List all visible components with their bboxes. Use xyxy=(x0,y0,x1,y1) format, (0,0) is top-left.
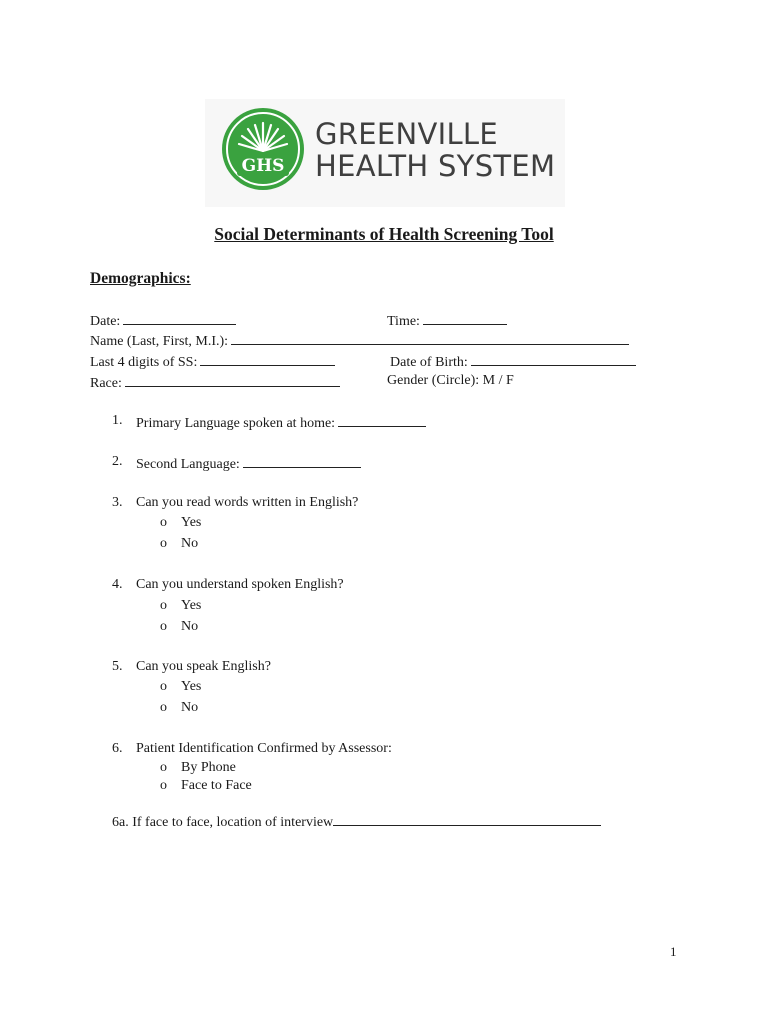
question-4 xyxy=(0,577,768,637)
dob-blank[interactable] xyxy=(471,352,636,366)
question-number: 5. xyxy=(112,659,123,674)
question-3 xyxy=(0,495,768,555)
option-no[interactable]: No xyxy=(181,536,199,551)
option-bullet[interactable]: o xyxy=(160,679,167,694)
logo-wordmark-line1: GREENVILLE xyxy=(315,117,498,151)
option-no[interactable]: No xyxy=(181,700,199,715)
option-by-phone[interactable]: By Phone xyxy=(181,760,236,775)
name-label: Name (Last, First, M.I.): xyxy=(90,334,229,349)
time-label: Time: xyxy=(387,314,420,329)
question-6 xyxy=(0,741,768,797)
date-blank[interactable] xyxy=(123,311,236,325)
ghs-palm-seal-icon xyxy=(219,105,307,193)
race-blank[interactable] xyxy=(125,373,340,387)
option-bullet[interactable]: o xyxy=(160,536,167,551)
dob-label: Date of Birth: xyxy=(390,355,468,370)
second-language-blank[interactable] xyxy=(243,454,361,468)
question-text: Can you understand spoken English? xyxy=(136,577,344,592)
time-field[interactable] xyxy=(387,311,507,330)
option-bullet[interactable]: o xyxy=(160,778,167,793)
option-bullet[interactable]: o xyxy=(160,619,167,634)
question-text: Patient Identification Confirmed by Assessor: xyxy=(136,741,392,756)
primary-language-blank[interactable] xyxy=(338,413,426,427)
document-title xyxy=(0,224,768,245)
option-bullet[interactable]: o xyxy=(160,760,167,775)
option-yes[interactable]: Yes xyxy=(181,515,202,530)
option-no[interactable]: No xyxy=(181,619,199,634)
question-number: 3. xyxy=(112,495,123,510)
interview-location-blank[interactable] xyxy=(333,812,601,826)
question-number: 2. xyxy=(112,454,123,469)
ss-label: Last 4 digits of SS: xyxy=(90,355,198,370)
question-text: Primary Language spoken at home: xyxy=(136,416,336,431)
name-field[interactable] xyxy=(90,331,629,350)
question-5 xyxy=(0,659,768,719)
question-number: 6. xyxy=(112,741,123,756)
logo-monogram: GHS xyxy=(241,156,285,176)
greenville-health-system-logo xyxy=(205,99,565,207)
document-title-text: Social Determinants of Health Screening Tool xyxy=(214,224,554,244)
date-label: Date: xyxy=(90,314,121,329)
demographics-heading: Demographics: xyxy=(90,270,191,287)
question-number: 1. xyxy=(112,413,123,428)
page-number: 1 xyxy=(670,944,677,959)
name-blank[interactable] xyxy=(231,331,629,345)
gender-label: Gender (Circle): M / F xyxy=(387,373,514,388)
question-1 xyxy=(0,413,768,431)
ss-blank[interactable] xyxy=(200,352,335,366)
question-2 xyxy=(0,454,768,472)
option-bullet[interactable]: o xyxy=(160,700,167,715)
option-yes[interactable]: Yes xyxy=(181,679,202,694)
gender-field[interactable] xyxy=(387,373,514,389)
time-blank[interactable] xyxy=(423,311,507,325)
question-text: Can you read words written in English? xyxy=(136,495,359,510)
question-2-prompt[interactable] xyxy=(136,454,361,473)
option-bullet[interactable]: o xyxy=(160,515,167,530)
ss-field[interactable] xyxy=(90,352,335,371)
race-label: Race: xyxy=(90,376,122,391)
question-6a-text: 6a. If face to face, location of interview xyxy=(112,815,334,830)
question-number: 4. xyxy=(112,577,123,592)
question-text: Can you speak English? xyxy=(136,659,271,674)
option-bullet[interactable]: o xyxy=(160,598,167,613)
question-1-prompt[interactable] xyxy=(136,413,426,432)
logo-wordmark-line2: HEALTH SYSTEM xyxy=(315,149,556,183)
dob-field[interactable] xyxy=(390,352,636,371)
question-text: Second Language: xyxy=(136,457,240,472)
question-6a[interactable] xyxy=(112,812,601,831)
option-yes[interactable]: Yes xyxy=(181,598,202,613)
option-face-to-face[interactable]: Face to Face xyxy=(181,778,252,793)
race-field[interactable] xyxy=(90,373,340,392)
date-field[interactable] xyxy=(90,311,236,330)
